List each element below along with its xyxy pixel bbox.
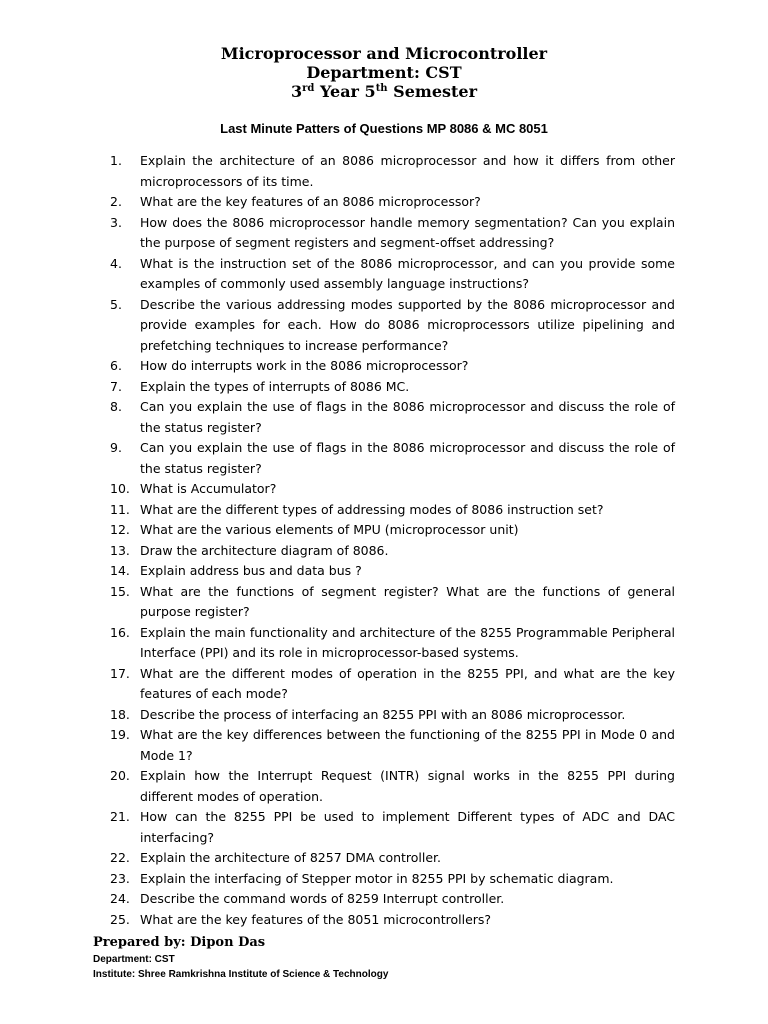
question-text: Explain address bus and data bus ?: [140, 563, 362, 578]
question-text: What is Accumulator?: [140, 481, 277, 496]
question-number: 23.: [110, 870, 130, 886]
question-item: [110, 889, 675, 910]
question-number: 16.: [110, 624, 130, 640]
semester-word: Semester: [387, 82, 477, 101]
question-number: 14.: [110, 563, 130, 578]
question-item: [110, 869, 675, 890]
question-text: What are the key features of an 8086 microprocessor?: [140, 194, 481, 209]
question-item: [110, 848, 675, 869]
question-text: Can you explain the use of flags in the 8086 microprocessor and discuss the role of the status register?: [140, 440, 675, 476]
year-word: Year 5: [314, 82, 376, 101]
document-footer: [93, 934, 388, 982]
question-item: [110, 910, 675, 931]
question-text: What are the different types of addressing modes of 8086 instruction set?: [140, 501, 604, 517]
question-text: What are the key differences between the functioning of the 8255 PPI in Mode 0 and Mode 1?: [140, 727, 675, 763]
question-text: Explain how the Interrupt Request (INTR) signal works in the 8255 PPI during different modes of operation.: [140, 768, 675, 804]
year-ordinal-suffix: rd: [302, 83, 315, 94]
question-number: 11.: [110, 501, 130, 517]
question-item: [110, 356, 675, 377]
footer-department: Department: CST: [93, 954, 175, 965]
question-item: [110, 705, 675, 726]
question-number: 4.: [110, 255, 122, 271]
semester-ordinal-suffix: th: [375, 83, 388, 94]
question-item: [110, 254, 675, 295]
year-semester-heading: [0, 82, 768, 101]
question-text: What is the instruction set of the 8086 microprocessor, and can you provide some examples of commonly used assembly language instructions?: [140, 255, 675, 291]
question-text: Describe the process of interfacing an 8255 PPI with an 8086 microprocessor.: [140, 706, 626, 722]
question-item: [110, 623, 675, 664]
question-text: Draw the architecture diagram of 8086.: [140, 542, 389, 558]
question-text: Describe the various addressing modes supported by the 8086 microprocessor and provide examples for each. How do 8086 microprocessors utilize pipelining and prefetching techniques to increase performance?: [140, 296, 675, 353]
question-item: [110, 295, 675, 357]
question-number: 9.: [110, 440, 122, 455]
question-number: 21.: [110, 809, 130, 824]
question-item: [110, 541, 675, 562]
question-number: 10.: [110, 481, 130, 496]
year-number: 3: [291, 82, 303, 101]
prepared-by: Prepared by: Dipon Das: [93, 935, 266, 950]
question-item: [110, 664, 675, 705]
question-text: Explain the main functionality and architecture of the 8255 Programmable Peripheral Interface (PPI) and its role in microprocessor-based systems.: [140, 624, 675, 660]
question-item: [110, 377, 675, 398]
question-text: How do interrupts work in the 8086 microprocessor?: [140, 358, 469, 373]
question-item: [110, 213, 675, 254]
question-item: [110, 766, 675, 807]
question-number: 20.: [110, 768, 130, 783]
question-item: [110, 582, 675, 623]
question-number: 2.: [110, 194, 122, 209]
question-item: [110, 438, 675, 479]
question-item: [110, 561, 675, 582]
document-header: [0, 44, 768, 101]
question-item: [110, 520, 675, 541]
question-text: What are the key features of the 8051 microcontrollers?: [140, 911, 492, 927]
question-text: What are the different modes of operation in the 8255 PPI, and what are the key features of each mode?: [140, 665, 675, 701]
department-heading: Department: CST: [306, 63, 462, 82]
document-subtitle: Last Minute Patters of Questions MP 8086 & MC 8051: [220, 121, 548, 136]
footer-institute: Institute: Shree Ramkrishna Institute of Science & Technology: [93, 969, 389, 980]
question-text: How can the 8255 PPI be used to implement Different types of ADC and DAC interfacing?: [140, 809, 675, 845]
question-number: 3.: [110, 214, 122, 230]
question-text: Can you explain the use of flags in the 8086 microprocessor and discuss the role of the status register?: [140, 399, 675, 435]
question-item: [110, 807, 675, 848]
question-number: 24.: [110, 891, 130, 906]
question-text: Explain the architecture of 8257 DMA controller.: [140, 850, 442, 865]
question-text: Explain the interfacing of Stepper motor in 8255 PPI by schematic diagram.: [140, 870, 614, 886]
question-number: 7.: [110, 378, 122, 394]
question-number: 5.: [110, 296, 122, 312]
question-item: [110, 500, 675, 521]
question-number: 8.: [110, 399, 122, 414]
question-item: [110, 151, 675, 192]
question-text: How does the 8086 microprocessor handle memory segmentation? Can you explain the purpose of segment registers and segment-offset addressing?: [140, 214, 675, 250]
question-number: 19.: [110, 727, 130, 742]
question-text: What are the functions of segment register? What are the functions of general purpose register?: [140, 583, 675, 619]
question-number: 22.: [110, 850, 130, 865]
question-item: [110, 397, 675, 438]
question-number: 25.: [110, 911, 130, 927]
question-number: 15.: [110, 583, 130, 599]
question-text: What are the various elements of MPU (microprocessor unit): [140, 522, 519, 537]
question-number: 17.: [110, 665, 130, 681]
question-item: [110, 725, 675, 766]
question-item: [110, 479, 675, 500]
course-title: Microprocessor and Microcontroller: [220, 44, 548, 63]
question-text: Describe the command words of 8259 Interrupt controller.: [140, 891, 505, 906]
question-item: [110, 192, 675, 213]
question-number: 1.: [110, 153, 122, 168]
question-number: 18.: [110, 706, 130, 722]
question-text: Explain the types of interrupts of 8086 MC.: [140, 378, 410, 394]
question-list: [110, 151, 675, 930]
question-number: 12.: [110, 522, 130, 537]
question-number: 6.: [110, 358, 122, 373]
question-text: Explain the architecture of an 8086 microprocessor and how it differs from other microprocessors of its time.: [140, 153, 675, 189]
question-number: 13.: [110, 542, 130, 558]
